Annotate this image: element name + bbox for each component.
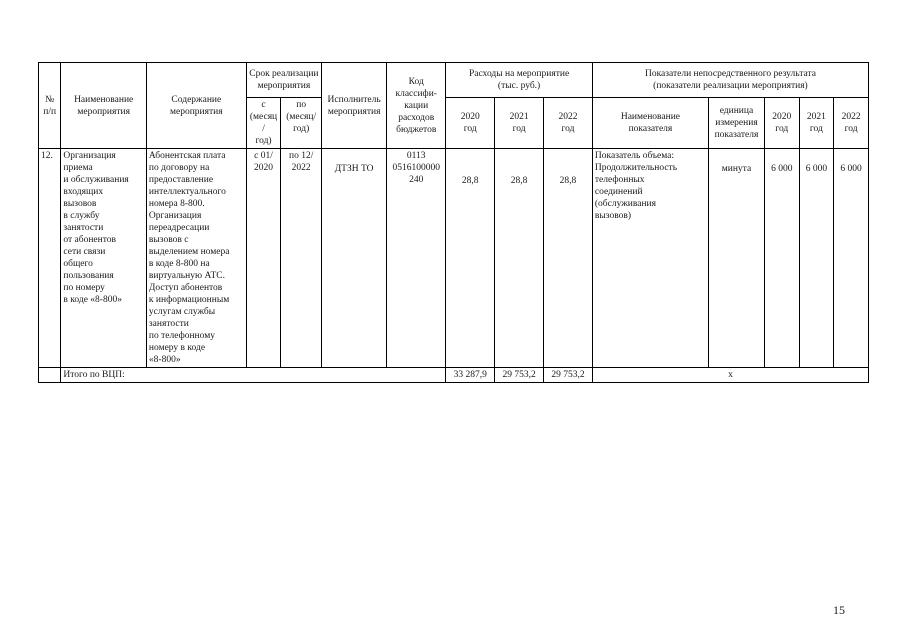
row-expense-2021: 28,8	[495, 149, 544, 368]
header-period-to: по (месяц/ год)	[281, 98, 322, 149]
header-row-1	[39, 63, 869, 98]
header-period-from: с (месяц/ год)	[246, 98, 281, 149]
header-num: № п/п	[39, 63, 61, 149]
row-num: 12.	[39, 149, 61, 368]
row-to: по 12/ 2022	[281, 149, 322, 368]
total-mark: x	[592, 368, 868, 383]
program-table	[38, 62, 869, 383]
row-value-2020: 6 000	[764, 149, 799, 368]
header-expenses: Расходы на мероприятие (тыс. руб.)	[446, 63, 593, 98]
row-name: Организация приема и обслуживания входящих вызовов в службу занятости от абонентов сети связи общего пользования по номеру в коде «8-800»	[61, 149, 147, 368]
total-label: Итого по ВЦП:	[61, 368, 446, 383]
total-2021: 29 753,2	[495, 368, 544, 383]
header-executor: Исполнитель мероприятия	[322, 63, 387, 149]
total-row	[39, 368, 869, 383]
row-expense-2022: 28,8	[544, 149, 593, 368]
header-expense-2022: 2022 год	[544, 98, 593, 149]
header-result-2021: 2021 год	[799, 98, 834, 149]
total-num	[39, 368, 61, 383]
header-expense-2021: 2021 год	[495, 98, 544, 149]
total-2022: 29 753,2	[544, 368, 593, 383]
header-result-2022: 2022 год	[834, 98, 869, 149]
header-unit: единица измерения показателя	[708, 98, 764, 149]
header-period: Срок реализации мероприятия	[246, 63, 321, 98]
row-unit: минута	[708, 149, 764, 368]
row-code: 0113 0516100000 240	[387, 149, 446, 368]
header-results: Показатели непосредственного результата (показатели реализации мероприятия)	[592, 63, 868, 98]
row-value-2022: 6 000	[834, 149, 869, 368]
header-indicator-name: Наименование показателя	[592, 98, 708, 149]
row-expense-2020: 28,8	[446, 149, 495, 368]
total-2020: 33 287,9	[446, 368, 495, 383]
row-executor: ДТЗН ТО	[322, 149, 387, 368]
row-value-2021: 6 000	[799, 149, 834, 368]
page-number: 15	[833, 603, 845, 617]
table-row	[39, 149, 869, 368]
header-expense-2020: 2020 год	[446, 98, 495, 149]
header-content: Содержание мероприятия	[146, 63, 246, 149]
row-indicator: Показатель объема: Продолжительность телефонных соединений (обслуживания вызовов)	[592, 149, 708, 368]
header-code: Код классифи- кации расходов бюджетов	[387, 63, 446, 149]
row-from: с 01/ 2020	[246, 149, 281, 368]
row-content: Абонентская плата по договору на предоставление интеллектуального номера 8-800. Организация переадресации вызовов с выделением номера в коде 8-800 на виртуальную АТС. Доступ абонентов к информационным услугам службы занятости по телефонному номеру в коде «8-800»	[146, 149, 246, 368]
header-result-2020: 2020 год	[764, 98, 799, 149]
header-name: Наименование мероприятия	[61, 63, 147, 149]
